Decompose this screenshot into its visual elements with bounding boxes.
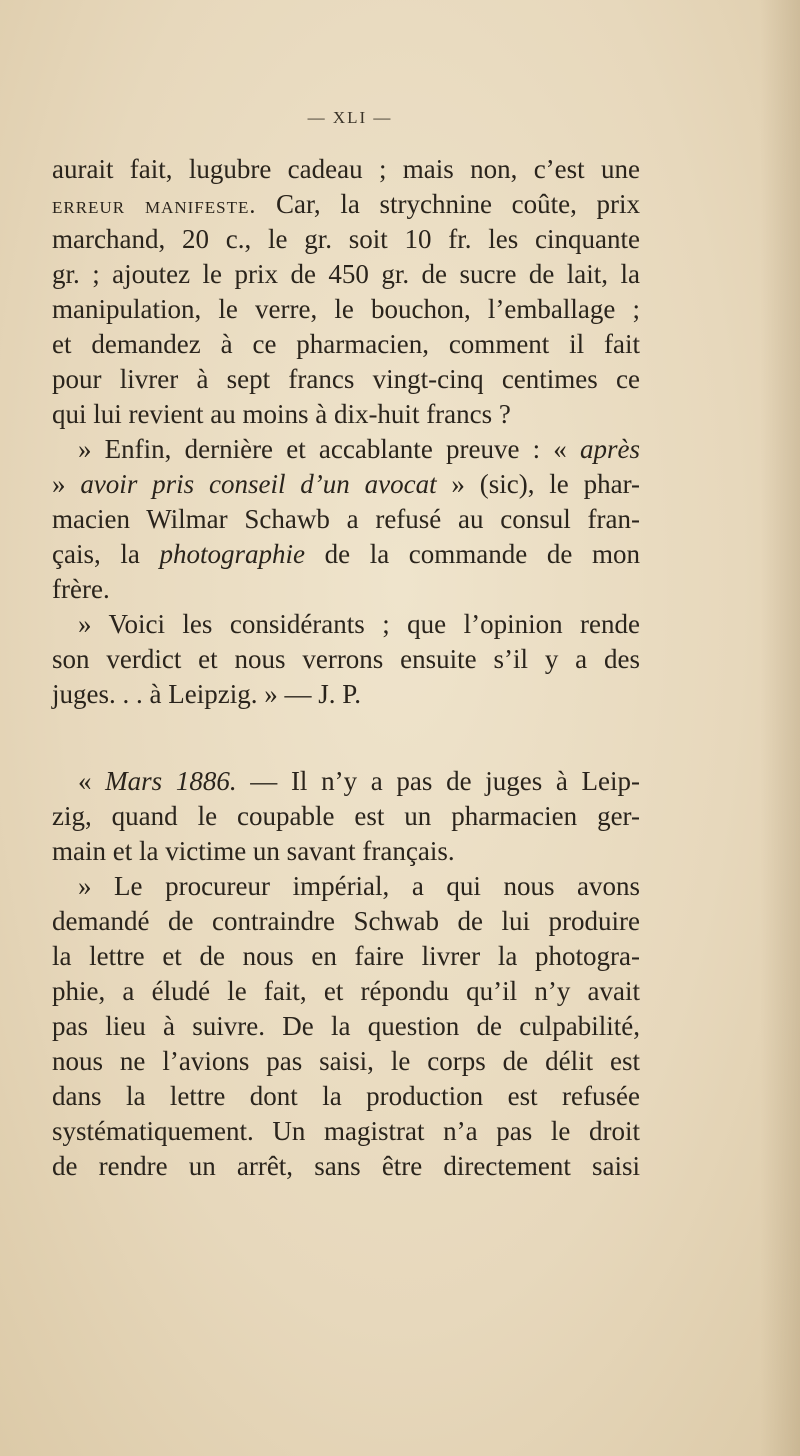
text-run: «: [78, 766, 106, 796]
text-line: marchand, 20 c., le gr. soit 10 fr. les cinquante: [52, 224, 640, 254]
text-line: pas lieu à suivre. De la question de culpabilité,: [52, 1011, 640, 1041]
text-line: [52, 467, 640, 501]
text-line: [52, 537, 640, 571]
text-run: » (sic), le phar-: [436, 469, 641, 499]
text-line: frère.: [52, 574, 110, 604]
text-run: » Enfin, dernière et accablante preuve : «: [78, 434, 580, 464]
text-line: la lettre et de nous en faire livrer la photogra-: [52, 941, 640, 971]
text-line: manipulation, le verre, le bouchon, l’emballage ;: [52, 294, 640, 324]
text-line: juges. . . à Leipzig. » — J. P.: [52, 679, 361, 709]
italic-date: Mars 1886.: [105, 766, 237, 796]
text-run: Car, la strychnine coûte, prix: [256, 189, 640, 219]
italic-word: après: [580, 434, 640, 464]
italic-phrase: avoir pris conseil d’un avocat: [80, 469, 437, 499]
text-run: çais, la: [52, 539, 160, 569]
text-run: de la commande de mon: [304, 539, 640, 569]
text-line: [52, 187, 640, 223]
text-line: [52, 432, 640, 466]
text-line: main et la victime un savant français.: [52, 836, 455, 866]
text-line: dans la lettre dont la production est refusée: [52, 1081, 640, 1111]
text-line: phie, a éludé le fait, et répondu qu’il n’y avait: [52, 976, 640, 1006]
text-line: demandé de contraindre Schwab de lui produire: [52, 906, 640, 936]
text-run: »: [52, 469, 81, 499]
text-line: systématiquement. Un magistrat n’a pas le droit: [52, 1116, 640, 1146]
page-gutter-shadow: [760, 0, 800, 1456]
text-line: » Le procureur impérial, a qui nous avons: [78, 871, 640, 901]
text-line: de rendre un arrêt, sans être directement saisi: [52, 1151, 640, 1181]
text-line: son verdict et nous verrons ensuite s’il y a des: [52, 644, 640, 674]
text-run: — Il n’y a pas de juges à Leip-: [236, 766, 641, 796]
italic-word: photographie: [159, 539, 305, 569]
text-line: aurait fait, lugubre cadeau ; mais non, c’est une: [52, 154, 640, 184]
text-line: zig, quand le coupable est un pharmacien ger-: [52, 801, 640, 831]
page-number: — XLI —: [307, 108, 393, 127]
text-line: macien Wilmar Schawb a refusé au consul fran-: [52, 504, 640, 534]
text-line: et demandez à ce pharmacien, comment il fait: [52, 329, 640, 359]
text-line: pour livrer à sept francs vingt-cinq centimes ce: [52, 364, 640, 394]
small-caps-phrase: erreur manifeste.: [52, 193, 257, 219]
text-line: qui lui revient au moins à dix-huit francs ?: [52, 399, 511, 429]
text-line: » Voici les considérants ; que l’opinion rende: [78, 609, 640, 639]
text-line: [52, 764, 640, 798]
text-line: gr. ; ajoutez le prix de 450 gr. de sucre de lait, la: [52, 259, 640, 289]
text-line: nous ne l’avions pas saisi, le corps de délit est: [52, 1046, 640, 1076]
